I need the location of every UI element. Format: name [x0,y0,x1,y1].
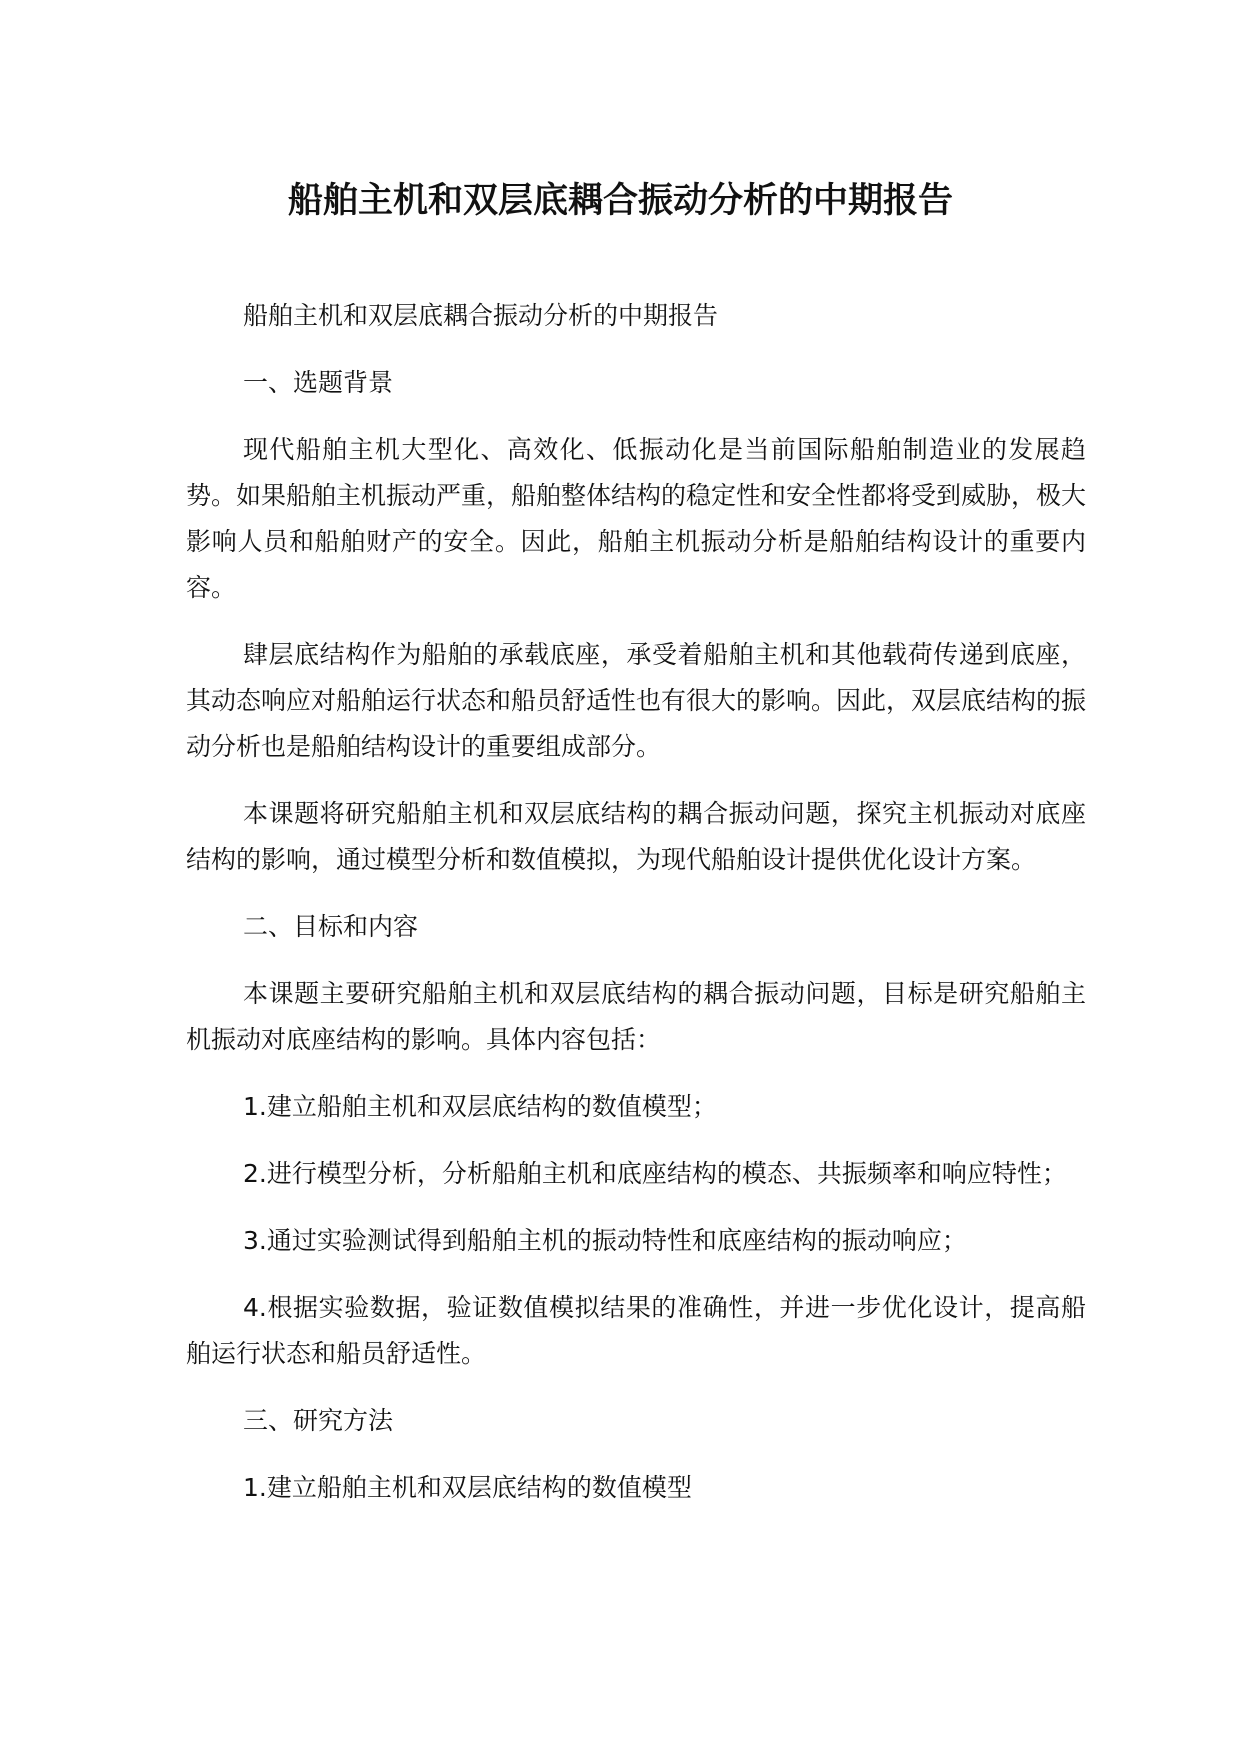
section-heading-methods: 三、研究方法 [243,1406,394,1435]
list-item-goal-4: 4.根据实验数据，验证数值模拟结果的准确性，并进一步优化设计，提高船舶运行状态和船员舒适性。 [186,1293,1086,1368]
list-item-goal-3: 3.通过实验测试得到船舶主机的振动特性和底座结构的振动响应； [243,1226,967,1255]
list-item-goal-1: 1.建立船舶主机和双层底结构的数值模型； [243,1092,717,1121]
paragraph-goals-intro: 本课题主要研究船舶主机和双层底结构的耦合振动问题，目标是研究船舶主机振动对底座结构的影响。具体内容包括： [186,979,1086,1054]
section-heading-background: 一、选题背景 [243,368,394,397]
document-body [186,293,1086,1532]
list-item-goal-2: 2.进行模型分析，分析船舶主机和底座结构的模态、共振频率和响应特性； [243,1159,1067,1188]
section-heading-goals: 二、目标和内容 [243,912,419,941]
paragraph-background-2: 肆层底结构作为船舶的承载底座，承受着船舶主机和其他载荷传递到底座，其动态响应对船舶运行状态和船员舒适性也有很大的影响。因此，双层底结构的振动分析也是船舶结构设计的重要组成部分。 [186,640,1087,761]
document-title: 船舶主机和双层底耦合振动分析的中期报告 [287,181,953,221]
paragraph-subtitle: 船舶主机和双层底耦合振动分析的中期报告 [243,301,719,330]
paragraph-background-3: 本课题将研究船舶主机和双层底结构的耦合振动问题，探究主机振动对底座结构的影响，通过模型分析和数值模拟，为现代船舶设计提供优化设计方案。 [186,799,1086,874]
list-item-method-1: 1.建立船舶主机和双层底结构的数值模型 [243,1473,692,1502]
paragraph-background-1: 现代船舶主机大型化、高效化、低振动化是当前国际船舶制造业的发展趋势。如果船舶主机振动严重，船舶整体结构的稳定性和安全性都将受到威胁，极大影响人员和船舶财产的安全。因此，船舶主机振动分析是船舶结构设计的重要内容。 [186,435,1087,602]
